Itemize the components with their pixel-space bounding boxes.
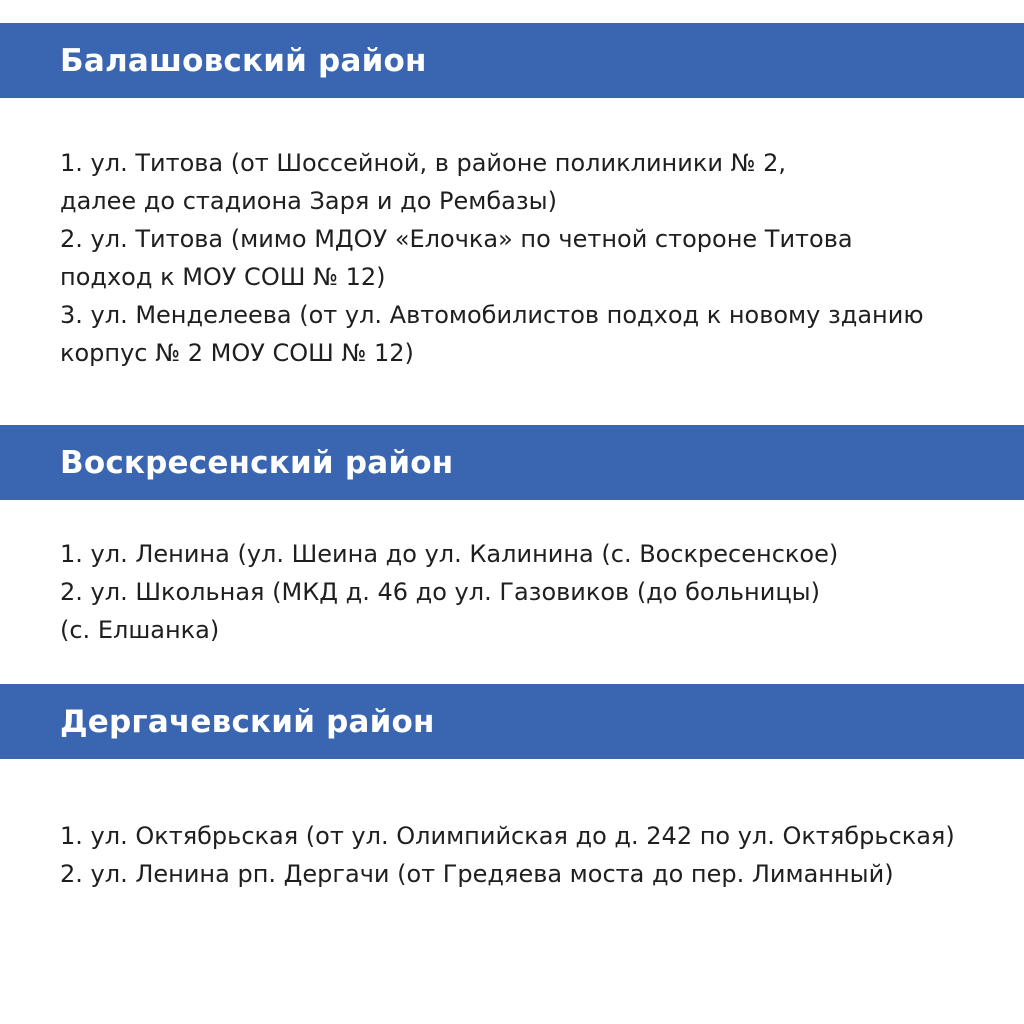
section-title: Балашовский район <box>60 42 427 79</box>
section-header-dergachi <box>0 684 1024 759</box>
list-line: 2. ул. Школьная (МКД д. 46 до ул. Газовиков (до больницы) <box>60 578 820 606</box>
street-list-dergachi <box>60 817 955 893</box>
section-header-balashov <box>0 23 1024 98</box>
list-line: 1. ул. Октябрьская (от ул. Олимпийская до д. 242 по ул. Октябрьская) <box>60 822 955 850</box>
list-line: 1. ул. Титова (от Шоссейной, в районе поликлиники № 2, <box>60 149 787 177</box>
list-line: (с. Елшанка) <box>60 616 220 644</box>
list-line: 1. ул. Ленина (ул. Шеина до ул. Калинина (с. Воскресенское) <box>60 540 839 568</box>
section-title: Дергачевский район <box>60 703 435 740</box>
list-line: 3. ул. Менделеева (от ул. Автомобилистов подход к новому зданию <box>60 301 924 329</box>
section-title: Воскресенский район <box>60 444 454 481</box>
section-header-voskresensk <box>0 425 1024 500</box>
street-list-voskresensk <box>60 535 838 649</box>
list-line: 2. ул. Ленина рп. Дергачи (от Гредяева моста до пер. Лиманный) <box>60 860 894 888</box>
list-line: корпус № 2 МОУ СОШ № 12) <box>60 339 414 367</box>
list-line: подход к МОУ СОШ № 12) <box>60 263 386 291</box>
street-list-balashov <box>60 144 924 372</box>
list-line: далее до стадиона Заря и до Рембазы) <box>60 187 557 215</box>
list-line: 2. ул. Титова (мимо МДОУ «Елочка» по четной стороне Титова <box>60 225 853 253</box>
